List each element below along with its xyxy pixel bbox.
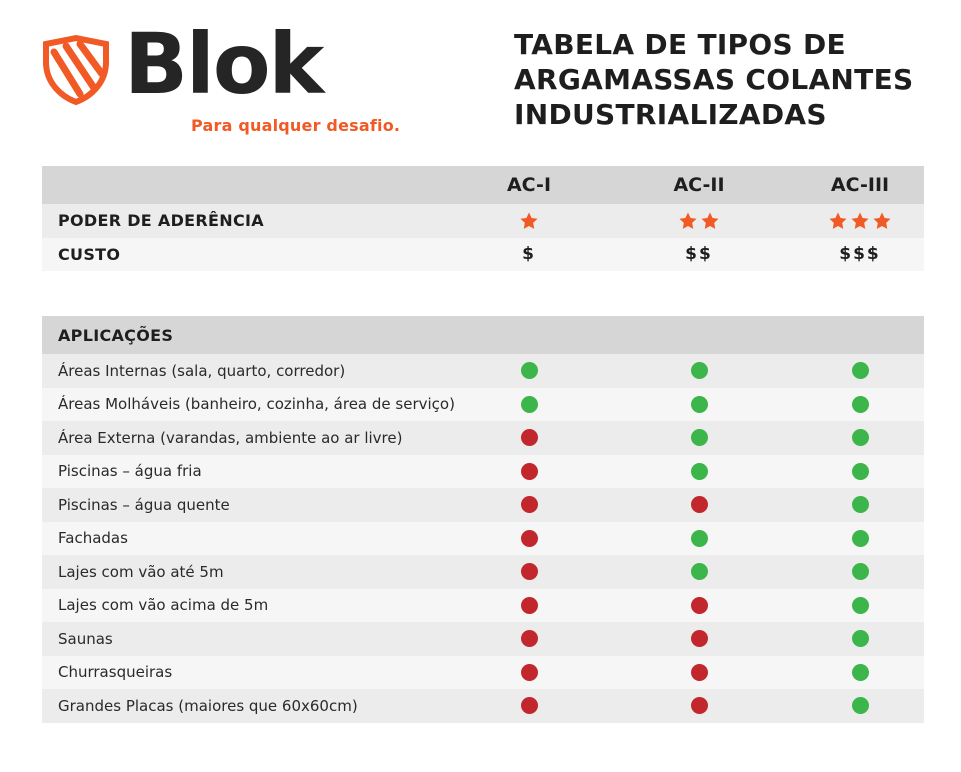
applications-table (42, 316, 924, 723)
application-row (42, 488, 924, 522)
cost-ac2: $$ (685, 244, 713, 265)
application-label: Lajes com vão acima de 5m (58, 596, 269, 615)
application-row (42, 455, 924, 489)
adherence-stars-ac1 (519, 211, 539, 231)
cost-row (42, 238, 924, 272)
status-dot-ac2-no (691, 597, 708, 614)
status-dot-ac1-no (521, 496, 538, 513)
logo-shield-icon (40, 34, 112, 106)
application-row (42, 421, 924, 455)
status-dot-ac2-no (691, 496, 708, 513)
status-dot-ac1-no (521, 630, 538, 647)
status-dot-ac1-no (521, 429, 538, 446)
title-line-1: TABELA DE TIPOS DE (514, 28, 846, 61)
application-label: Piscinas – água fria (58, 462, 202, 481)
status-dot-ac3-yes (852, 630, 869, 647)
application-label: Áreas Molháveis (banheiro, cozinha, área de serviço) (58, 395, 455, 414)
page-title (514, 27, 944, 132)
summary-table (42, 166, 924, 271)
status-dot-ac1-no (521, 530, 538, 547)
status-dot-ac3-yes (852, 664, 869, 681)
status-dot-ac2-no (691, 630, 708, 647)
status-dot-ac1-no (521, 463, 538, 480)
application-row (42, 354, 924, 388)
title-line-3: INDUSTRIALIZADAS (514, 98, 827, 131)
status-dot-ac1-no (521, 664, 538, 681)
status-dot-ac3-yes (852, 496, 869, 513)
status-dot-ac2-yes (691, 429, 708, 446)
cost-ac1: $ (522, 244, 536, 265)
star-icon (519, 211, 539, 231)
star-icon (850, 211, 870, 231)
application-label: Lajes com vão até 5m (58, 562, 224, 581)
application-label: Piscinas – água quente (58, 495, 230, 514)
status-dot-ac3-yes (852, 362, 869, 379)
status-dot-ac2-yes (691, 563, 708, 580)
column-header-ac3: AC-III (830, 174, 890, 196)
star-icon (678, 211, 698, 231)
application-row (42, 522, 924, 556)
cost-label: CUSTO (58, 244, 121, 264)
column-header-row (42, 166, 924, 204)
application-label: Churrasqueiras (58, 663, 173, 682)
status-dot-ac3-yes (852, 563, 869, 580)
applications-header: APLICAÇÕES (58, 325, 174, 345)
adherence-stars-ac3 (828, 211, 892, 231)
application-row (42, 622, 924, 656)
star-icon (872, 211, 892, 231)
adherence-label: PODER DE ADERÊNCIA (58, 211, 264, 231)
adherence-row (42, 204, 924, 238)
application-row (42, 689, 924, 723)
status-dot-ac1-yes (521, 396, 538, 413)
status-dot-ac1-yes (521, 362, 538, 379)
status-dot-ac3-yes (852, 463, 869, 480)
application-label: Grandes Placas (maiores que 60x60cm) (58, 696, 358, 715)
status-dot-ac2-yes (691, 530, 708, 547)
status-dot-ac3-yes (852, 697, 869, 714)
status-dot-ac1-no (521, 563, 538, 580)
application-label: Fachadas (58, 529, 128, 548)
status-dot-ac3-yes (852, 530, 869, 547)
status-dot-ac3-yes (852, 429, 869, 446)
brand-name: Blok (124, 15, 323, 113)
status-dot-ac2-yes (691, 362, 708, 379)
status-dot-ac1-no (521, 697, 538, 714)
status-dot-ac3-yes (852, 396, 869, 413)
application-row (42, 555, 924, 589)
star-icon (700, 211, 720, 231)
column-header-ac2: AC-II (673, 174, 725, 196)
application-label: Áreas Internas (sala, quarto, corredor) (58, 361, 346, 380)
status-dot-ac2-no (691, 697, 708, 714)
application-label: Área Externa (varandas, ambiente ao ar livre) (58, 428, 403, 447)
column-header-ac1: AC-I (506, 174, 552, 196)
application-row (42, 589, 924, 623)
cost-ac3: $$$ (839, 244, 881, 265)
adherence-stars-ac2 (678, 211, 720, 231)
status-dot-ac2-yes (691, 396, 708, 413)
application-label: Saunas (58, 629, 113, 648)
status-dot-ac2-yes (691, 463, 708, 480)
applications-header-row (42, 316, 924, 354)
status-dot-ac3-yes (852, 597, 869, 614)
status-dot-ac2-no (691, 664, 708, 681)
title-line-2: ARGAMASSAS COLANTES (514, 63, 914, 96)
status-dot-ac1-no (521, 597, 538, 614)
brand-tagline: Para qualquer desafio. (191, 116, 401, 135)
application-row (42, 656, 924, 690)
star-icon (828, 211, 848, 231)
application-row (42, 388, 924, 422)
